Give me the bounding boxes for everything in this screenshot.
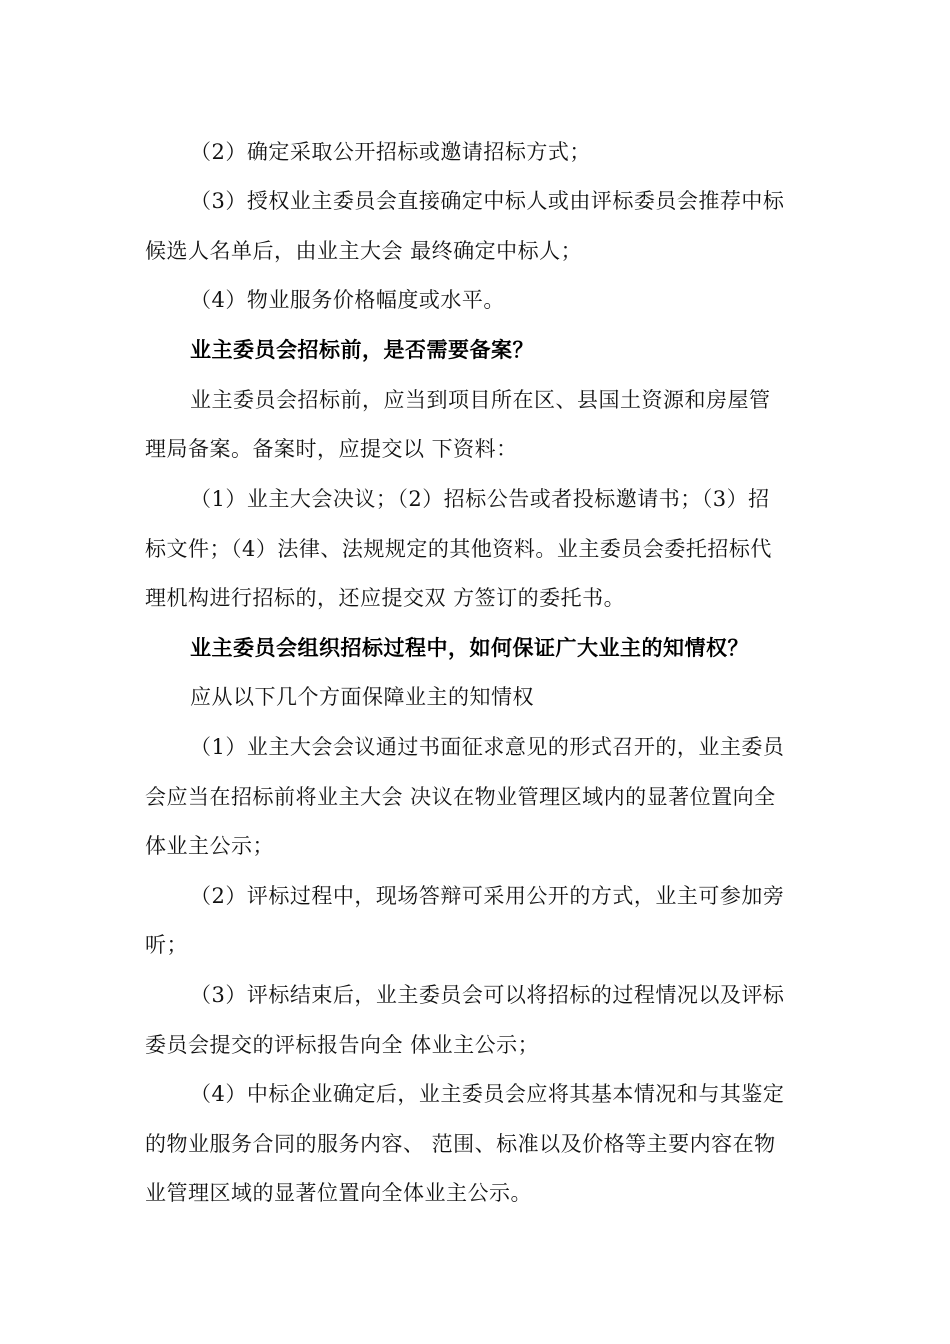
body-line: 业主委员会招标前，应当到项目所在区、县国土资源和房屋管	[190, 388, 771, 412]
body-line: 候选人名单后，由业主大会 最终确定中标人；	[145, 239, 583, 263]
body-line: 体业主公示；	[145, 834, 274, 858]
body-line: （2）评标过程中，现场答辩可采用公开的方式，业主可参加旁	[190, 884, 785, 908]
body-line: 委员会提交的评标报告向全 体业主公示；	[145, 1033, 540, 1057]
body-line: 应从以下几个方面保障业主的知情权	[190, 685, 534, 709]
body-line: （1）业主大会会议通过书面征求意见的形式召开的，业主委员	[190, 735, 785, 759]
body-line: （3）授权业主委员会直接确定中标人或由评标委员会推荐中标	[190, 189, 785, 213]
section-heading: 业主委员会招标前，是否需要备案？	[190, 338, 534, 362]
body-line: 标文件；（4）法律、法规规定的其他资料。业主委员会委托招标代	[145, 537, 772, 561]
body-line: （2）确定采取公开招标或邀请招标方式；	[190, 140, 591, 164]
body-line: （1）业主大会决议；（2）招标公告或者投标邀请书；（3）招	[190, 487, 770, 511]
body-line: 理机构进行招标的，还应提交双 方签订的委托书。	[145, 586, 626, 610]
section-heading: 业主委员会组织招标过程中，如何保证广大业主的知情权？	[190, 636, 749, 660]
body-line: 的物业服务合同的服务内容、 范围、标准以及价格等主要内容在物	[145, 1132, 776, 1156]
body-line: 听；	[145, 933, 188, 957]
body-line: 业管理区域的显著位置向全体业主公示。	[145, 1181, 532, 1205]
body-line: 会应当在招标前将业主大会 决议在物业管理区域内的显著位置向全	[145, 785, 776, 809]
body-line: 理局备案。备案时，应提交以 下资料：	[145, 437, 518, 461]
body-line: （3）评标结束后，业主委员会可以将招标的过程情况以及评标	[190, 983, 785, 1007]
body-line: （4）物业服务价格幅度或水平。	[190, 288, 505, 312]
body-line: （4）中标企业确定后，业主委员会应将其基本情况和与其鉴定	[190, 1082, 785, 1106]
